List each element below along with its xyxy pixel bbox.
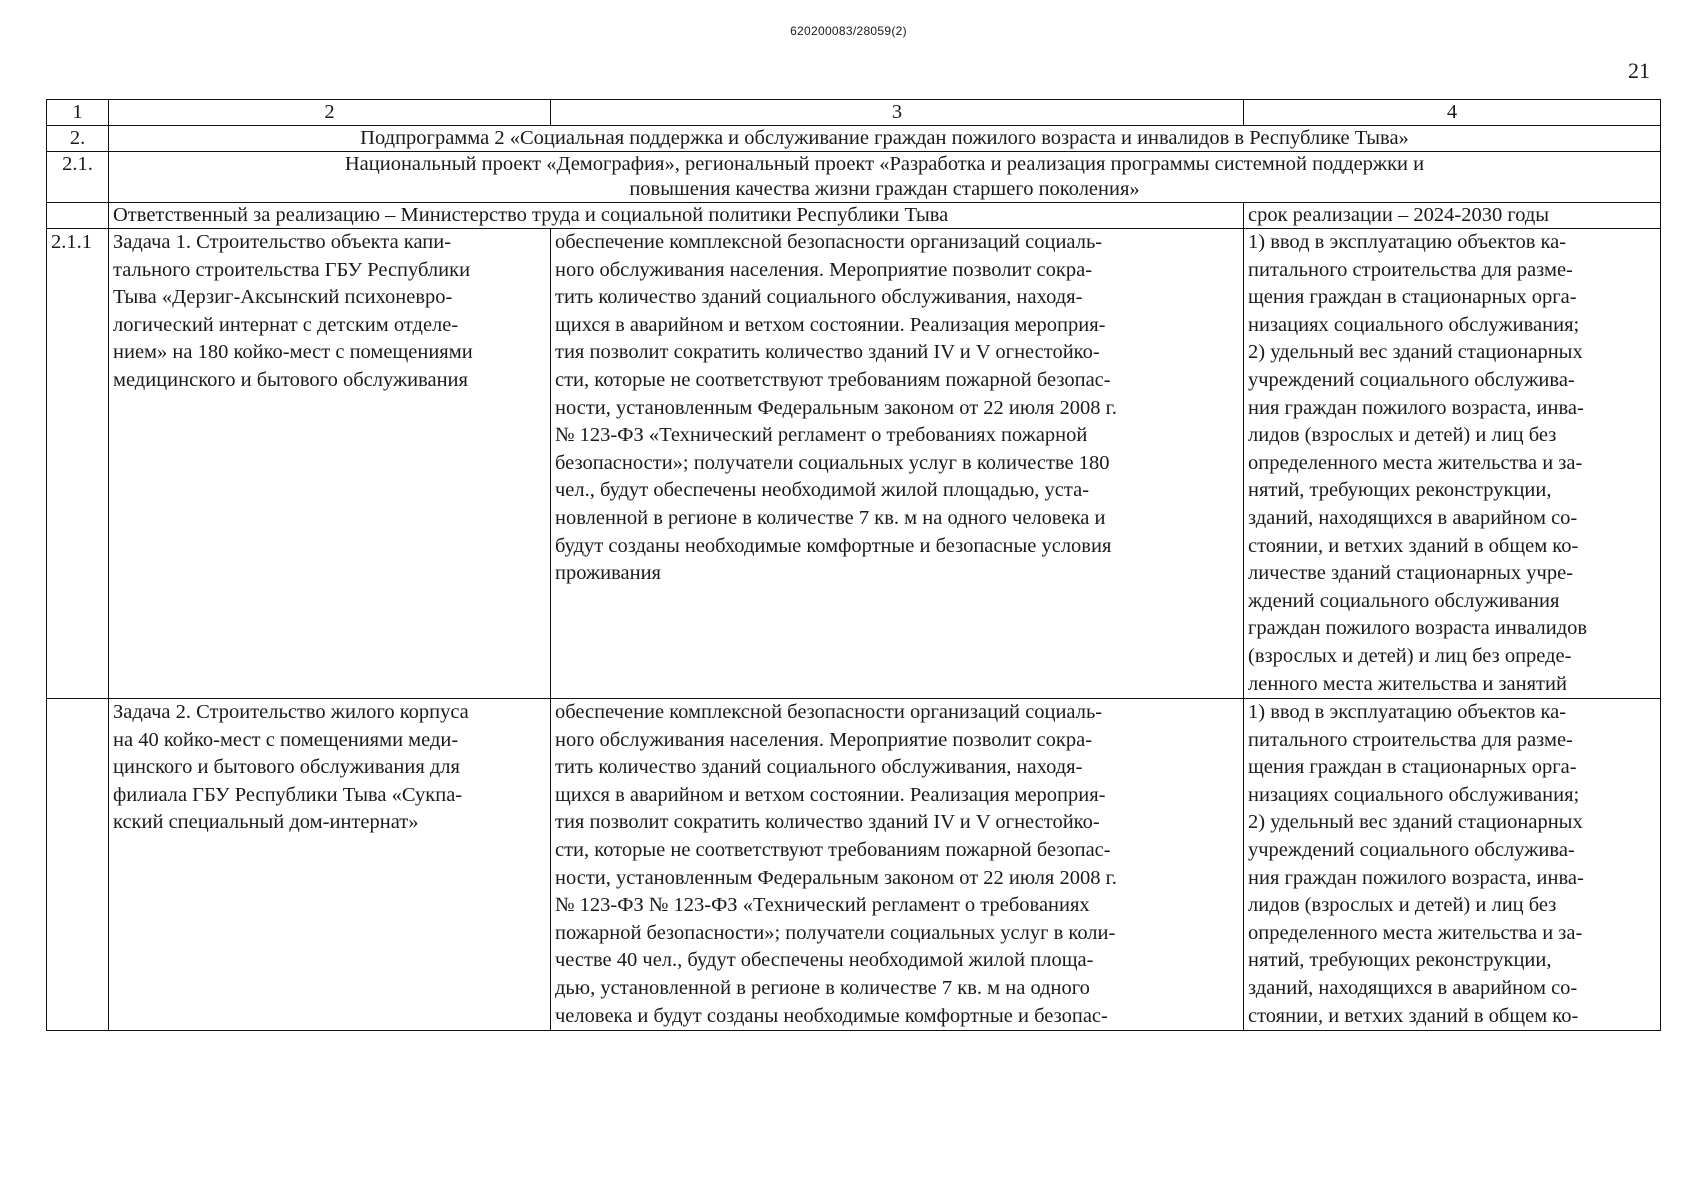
indicators-cell: 1) ввод в эксплуатацию объектов ка- питального строительства для разме- щения граждан в стационарных орга- низациях социального обслуживания; 2) удельный вес зданий стационарных учреждений социального обслужива- ния граждан пожилого возраста, инва- лидов (взрослых и детей) и лиц без определенного места жительства и за- нятий, требующих реконструкции, зданий, находящихся в аварийном со- стоянии, и ветхих зданий в общем ко-	[1244, 699, 1661, 1031]
responsible-empty-cell	[47, 203, 109, 229]
subprogram-number: 2.	[47, 126, 109, 152]
result-cell: обеспечение комплексной безопасности организаций социаль- ного обслуживания населения. Мероприятие позволит сокра- тить количество зданий социального обслуживания, находя- щихся в аварийном и ветхом состоянии. Реализация мероприя- тия позволит сократить количество зданий IV и V огнестойко- сти, которые не соответствуют требованиям пожарной безопас- ности, установленным Федеральным законом от 22 июля 2008 г. № 123-ФЗ «Технический регламент о требованиях пожарной безопасности»; получатели социальных услуг в количестве 180 чел., будут обеспечены необходимой жилой площадью, уста- новленной в регионе в количестве 7 кв. м на одного человека и будут созданы необходимые комфортные и безопасные условия проживания	[551, 229, 1244, 699]
responsible-row	[47, 203, 1661, 229]
column-number-2: 2	[109, 100, 551, 126]
table-row	[47, 229, 1661, 699]
document-id: 620200083/28059(2)	[790, 24, 907, 38]
subprogram-title: Подпрограмма 2 «Социальная поддержка и обслуживание граждан пожилого возраста и инвалидов в Республике Тыва»	[109, 126, 1661, 152]
row-number	[47, 699, 109, 1031]
task-cell: Задача 2. Строительство жилого корпуса на 40 койко-мест с помещениями меди- цинского и бытового обслуживания для филиала ГБУ Республики Тыва «Сукпа- кский специальный дом-интернат»	[109, 699, 551, 1031]
indicators-cell: 1) ввод в эксплуатацию объектов ка- питального строительства для разме- щения граждан в стационарных орга- низациях социального обслуживания; 2) удельный вес зданий стационарных учреждений социального обслужива- ния граждан пожилого возраста, инва- лидов (взрослых и детей) и лиц без определенного места жительства и за- нятий, требующих реконструкции, зданий, находящихся в аварийном со- стоянии, и ветхих зданий в общем ко- личестве зданий стационарных учре- ждений социального обслуживания граждан пожилого возраста инвалидов (взрослых и детей) и лиц без опреде- ленного места жительства и занятий	[1244, 229, 1661, 699]
column-number-row	[47, 100, 1661, 126]
column-number-3: 3	[551, 100, 1244, 126]
column-number-1: 1	[47, 100, 109, 126]
program-table	[46, 99, 1661, 1031]
project-row	[47, 152, 1661, 203]
result-cell: обеспечение комплексной безопасности организаций социаль- ного обслуживания населения. Мероприятие позволит сокра- тить количество зданий социального обслуживания, находя- щихся в аварийном и ветхом состоянии. Реализация мероприя- тия позволит сократить количество зданий IV и V огнестойко- сти, которые не соответствуют требованиям пожарной безопас- ности, установленным Федеральным законом от 22 июля 2008 г. № 123-ФЗ № 123-ФЗ «Технический регламент о требованиях пожарной безопасности»; получатели социальных услуг в коли- честве 40 чел., будут обеспечены необходимой жилой площа- дью, установленной в регионе в количестве 7 кв. м на одного человека и будут созданы необходимые комфортные и безопас-	[551, 699, 1244, 1031]
page-number: 21	[1628, 58, 1650, 83]
project-title-line-2: повышения качества жизни граждан старшего поколения»	[629, 178, 1140, 200]
project-title-line-1: Национальный проект «Демография», региональный проект «Разработка и реализация программы системной поддержки и	[344, 153, 1425, 175]
responsible-text: Ответственный за реализацию – Министерство труда и социальной политики Республики Тыва	[109, 203, 1244, 229]
project-title	[109, 152, 1661, 203]
implementation-term: срок реализации – 2024-2030 годы	[1244, 203, 1661, 229]
row-number: 2.1.1	[47, 229, 109, 699]
column-number-4: 4	[1244, 100, 1661, 126]
task-cell: Задача 1. Строительство объекта капи- тального строительства ГБУ Республики Тыва «Дерзиг-Аксынский психоневро- логический интернат с детским отделе- нием» на 180 койко-мест с помещениями медицинского и бытового обслуживания	[109, 229, 551, 699]
subprogram-row	[47, 126, 1661, 152]
table-row	[47, 699, 1661, 1031]
project-number: 2.1.	[47, 152, 109, 203]
